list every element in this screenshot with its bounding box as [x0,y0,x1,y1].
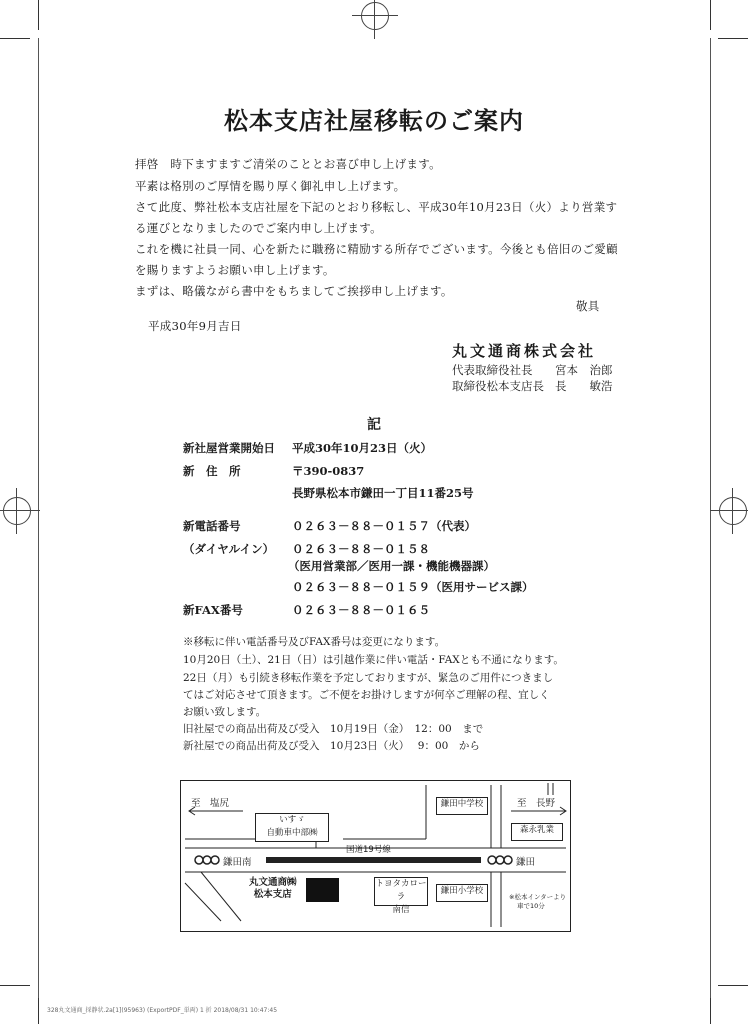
note-line: 新社屋での商品出荷及び受入 10月23日（火） 9：00 から [183,740,480,752]
crop-mark [718,38,748,39]
kamada-jhs-box: 鎌田中学校 [436,797,488,815]
registration-mark-top [361,2,389,30]
crop-mark [718,985,748,986]
registration-mark-left [3,497,31,525]
address: 長野県松本市鎌田一丁目11番25号 [292,486,474,500]
phone-value: ０２６３－８８－０１５７（代表） [292,519,476,533]
crop-mark [38,995,39,1024]
body-line: る運びとなりましたのでご案内申し上げます。 [135,221,382,235]
note-line: 22日（月）も引続き移転作業を予定しておりますが、緊急のご用件につきまし [183,672,554,684]
ic-note-1: ※松本インターより [509,893,567,901]
ki-heading: 記 [367,417,381,433]
to-nagano-label: 至 長野 [517,798,556,809]
morinaga-box: 森永乳業 [511,823,563,841]
dialin-1: ０２６３－８８－０１５８ [292,542,430,556]
trim-line [710,38,711,998]
print-footer: 328丸文通商_採静状.2a[1](95963) (ExportPDF_単両) 1 折 2018/08/31 10:47:45 [47,1007,278,1014]
access-map [180,780,571,932]
trim-line [38,38,39,998]
fax-label: 新FAX番号 [183,603,243,617]
ic-note-2: 車で10分 [517,902,545,910]
note-line: お願い致します。 [183,706,267,718]
closing: 敬具 [576,299,600,313]
address-label: 新 住 所 [183,464,241,478]
body-line: 平素は格別のご厚情を賜り厚く御礼申し上げます。 [135,179,406,193]
signatory-title: 取締役松本支店長 [452,379,544,393]
fax-value: ０２６３－８８－０１６５ [292,603,430,617]
body-line: まずは、略儀ながら書中をもちましてご挨拶申し上げます。 [135,284,453,298]
toyota-box [374,877,428,915]
open-date-value: 平成30年10月23日（火） [292,441,433,455]
date: 平成30年9月吉日 [148,319,242,333]
note-line: 旧社屋での商品出荷及び受入 10月19日（金） 12：00 まで [183,723,484,735]
signatory-name: 長 敏浩 [555,379,613,393]
page-title: 松本支店社屋移転のご案内 [224,106,524,135]
toyota-name-1: トヨタカローラ [375,879,427,902]
body-line: 拝啓 時下ますますご清栄のこととお喜び申し上げます。 [135,157,441,171]
isuzu-box [255,813,329,842]
kamada-label: 鎌田 [516,857,536,868]
body-line: これを機に社員一同、心を新たに職務に精励する所存でございます。今後とも倍旧のご愛顧 [135,242,618,256]
dialin-label: （ダイヤルイン） [183,542,275,556]
dialin-1-note: （医用営業部／医用一課・機能機器課） [288,559,495,573]
isuzu-name-1: いすゞ [279,815,305,825]
crop-mark [710,0,711,30]
crop-mark [0,985,30,986]
note-line: てはご対応させて頂きます。ご不便をお掛けしますが何卒ご理解の程、宜しく [183,689,550,701]
open-date-label: 新社屋営業開始日 [183,441,275,455]
signatory-name: 宮本 治郎 [555,363,613,377]
branch-name-1: 丸文通商㈱ [249,877,297,888]
body-line: さて此度、弊社松本支店社屋を下記のとおり移転し、平成30年10月23日（火）より営業す [135,200,618,214]
signatory-title: 代表取締役社長 [452,363,533,377]
toyota-name-2: 南信 [392,905,410,915]
body-line: を賜りますようお願い申し上げます。 [135,263,335,277]
ic-note [509,893,566,911]
crop-mark [38,0,39,30]
note-line: ※移転に伴い電話番号及びFAX番号は変更になります。 [183,636,446,648]
registration-mark-right [719,497,747,525]
crop-mark [0,38,30,39]
branch-name-2: 松本支店 [253,889,292,900]
note-line: 10月20日（土）、21日（日）は引越作業に伴い電話・FAXとも不通になります。 [183,654,564,666]
postal-code: 〒390-0837 [292,464,365,478]
crop-mark [710,995,711,1024]
branch-label [249,877,297,901]
to-shiojiri-label: 至 塩尻 [191,798,230,809]
phone-label: 新電話番号 [183,519,241,533]
dialin-2: ０２６３－８８－０１５９（医用サービス課） [292,580,534,594]
kamada-minami-label: 鎌田南 [223,857,252,868]
company-name: 丸文通商株式会社 [452,342,597,360]
route-label: 国道19号線 [346,845,391,855]
isuzu-name-2: 自動車中部㈱ [266,828,318,838]
kamada-es-box: 鎌田小学校 [436,884,488,902]
